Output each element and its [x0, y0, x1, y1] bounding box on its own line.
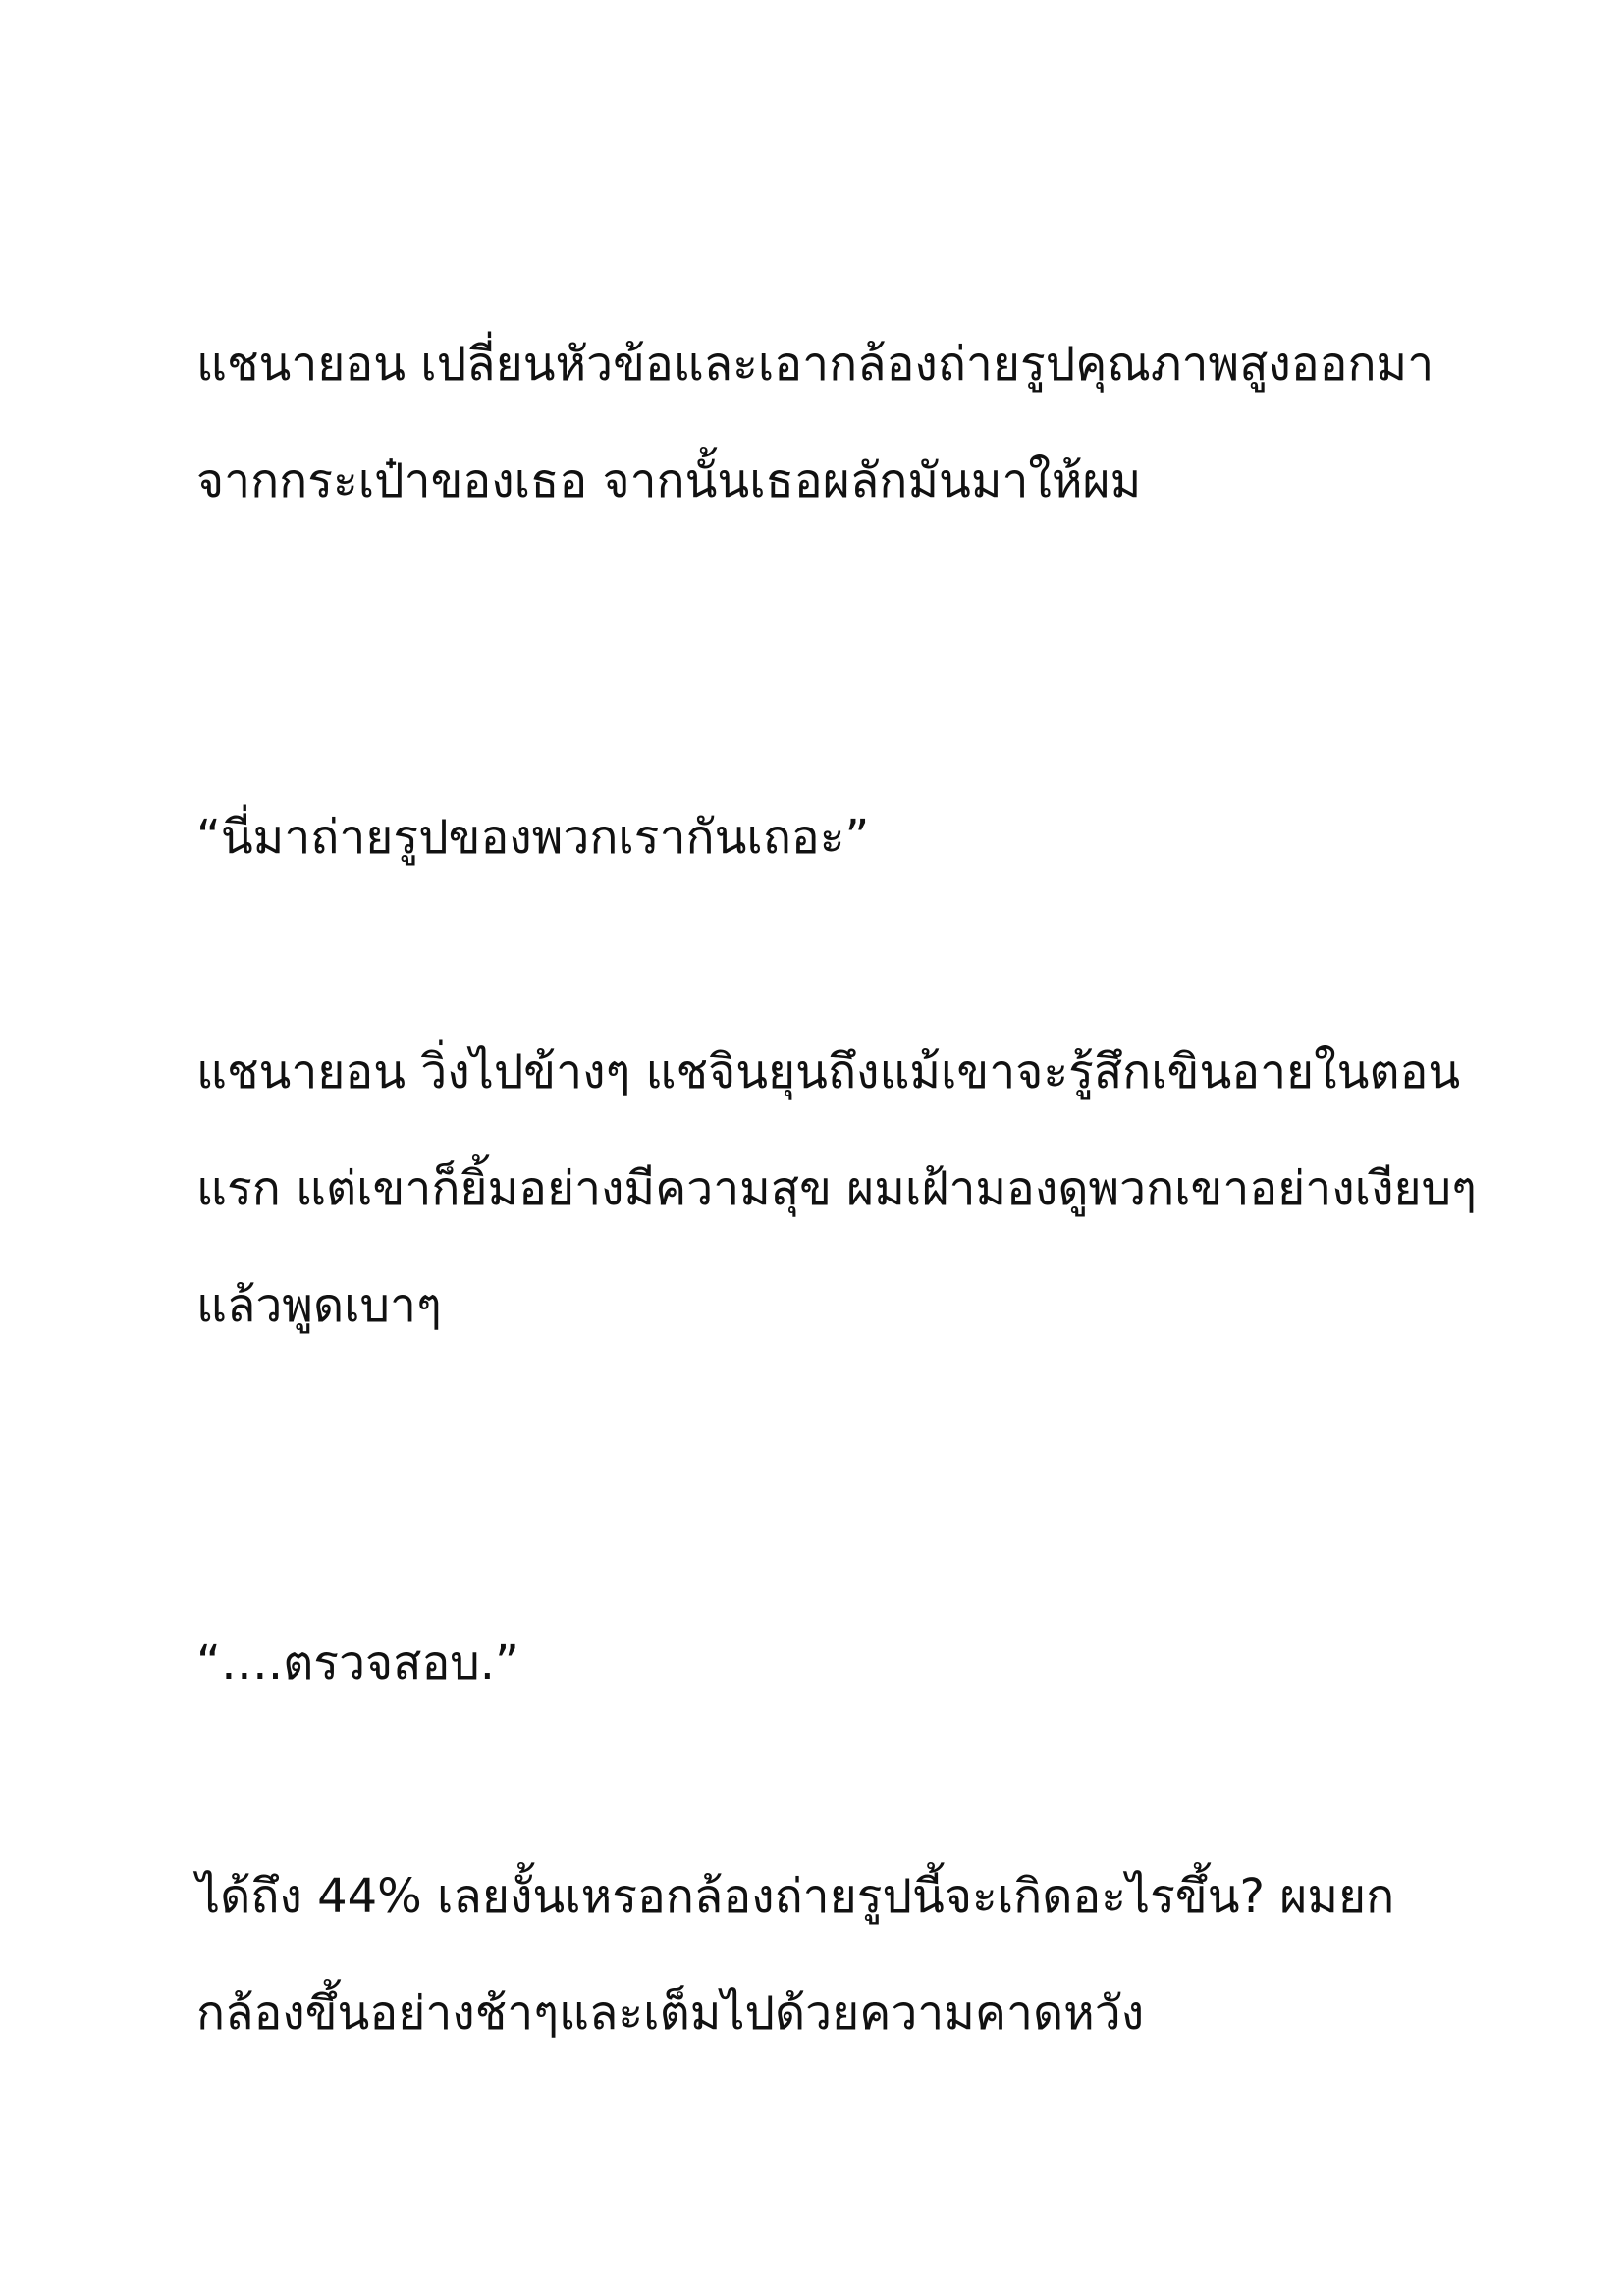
paragraph-5-line-2: กล้องขึ้นอย่างช้าๆและเต็มไปด้วยความคาดหวัง — [196, 1986, 1145, 2041]
paragraph-1-line-2: จากกระเป๋าของเธอ จากนั้นเธอผลักมันมาให้ผม — [196, 454, 1142, 508]
paragraph-1-line-1: แชนายอน เปลี่ยนหัวข้อและเอากล้องถ่ายรูปคุณภาพสูงออกมา — [196, 337, 1435, 392]
paragraph-3-line-2: แรก แต่เขาก็ยิ้มอย่างมีความสุข ผมเฝ้ามองดูพวกเขาอย่างเงียบๆ — [196, 1161, 1477, 1216]
paragraph-3-line-3: แล้วพูดเบาๆ — [196, 1278, 442, 1333]
paragraph-3-line-1: แชนายอน วิ่งไปข้างๆ แชจินยุนถึงแม้เขาจะรู้สึกเขินอายในตอน — [196, 1044, 1461, 1099]
paragraph-5-line-1: ได้ถึง 44% เลยงั้นเหรอกล้องถ่ายรูปนี้จะเกิดอะไรขึ้น? ผมยก — [196, 1869, 1395, 1924]
paragraph-4-line-1: “….ตรวจสอบ.” — [196, 1635, 519, 1690]
paragraph-2-line-1: “นี่มาถ่ายรูปของพวกเรากันเถอะ” — [196, 810, 870, 865]
